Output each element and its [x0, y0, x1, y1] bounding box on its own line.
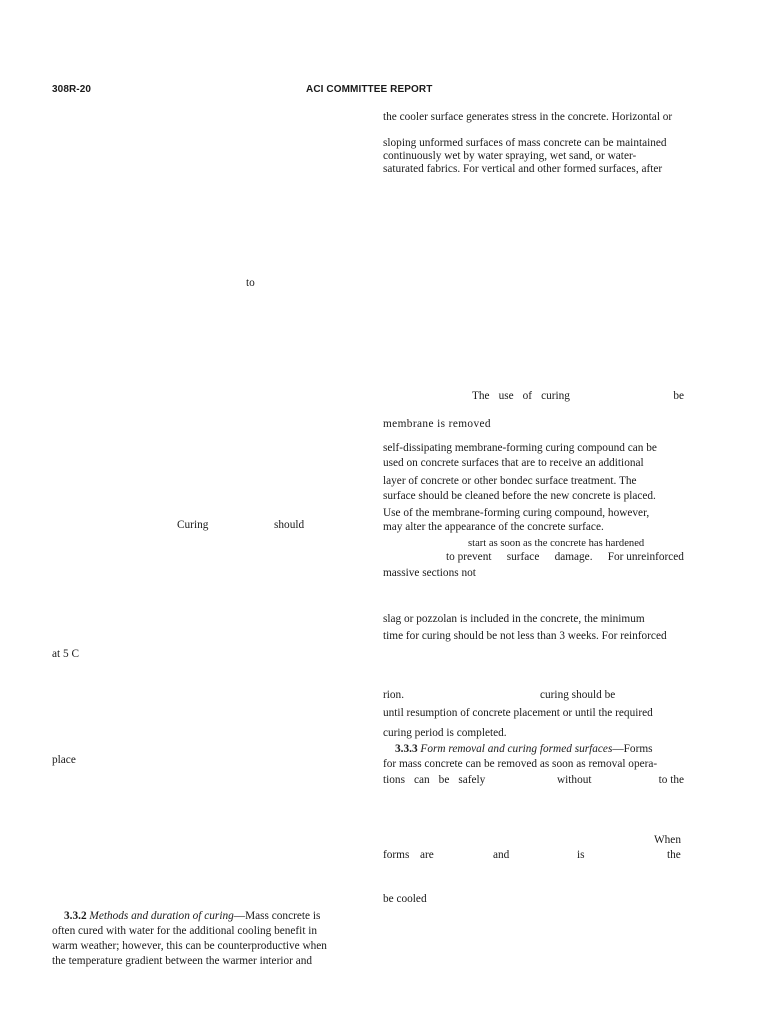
- text-line: start as soon as the concrete has hardened: [468, 538, 645, 549]
- word: can: [413, 774, 430, 786]
- text-line: [446, 551, 684, 564]
- word: damage.: [554, 551, 593, 563]
- word: of: [522, 390, 533, 402]
- text-line: often cured with water for the additional cooling benefit in: [52, 925, 318, 937]
- section-number: 3.3.2: [64, 910, 87, 922]
- text-line: warm weather; however, this can be counterproductive when: [52, 940, 327, 952]
- text-line: curing period is completed.: [383, 727, 507, 739]
- word: without: [557, 774, 592, 786]
- text-line: be cooled: [383, 893, 427, 905]
- text-line: used on concrete surfaces that are to receive an additional: [383, 457, 644, 469]
- text-line: curing should be: [540, 689, 616, 701]
- running-title: ACI COMMITTEE REPORT: [306, 84, 433, 95]
- section-number: 3.3.3: [395, 743, 418, 755]
- section-3-3-3-heading: [395, 743, 653, 756]
- text-line: saturated fabrics. For vertical and other formed surfaces, after: [383, 163, 663, 175]
- text-line: self-dissipating membrane-forming curing compound can be: [383, 442, 657, 454]
- word: forms: [383, 849, 410, 861]
- text-line: layer of concrete or other bondec surface treatment. The: [383, 475, 637, 487]
- text-line: until resumption of concrete placement or until the required: [383, 707, 653, 719]
- page-number: 308R-20: [52, 84, 92, 95]
- text-fragment: Curing: [177, 519, 209, 531]
- word: surface: [506, 551, 540, 563]
- text-line: massive sections not: [383, 567, 476, 579]
- text-line: sloping unformed surfaces of mass concrete can be maintained: [383, 137, 667, 149]
- text-line: surface should be cleaned before the new concrete is placed.: [383, 490, 656, 502]
- text-line: [383, 774, 684, 787]
- word: be: [673, 390, 684, 402]
- text-line: membrane is removed: [383, 418, 491, 430]
- section-text: —Mass concrete is: [233, 910, 321, 922]
- word: is: [577, 849, 585, 861]
- word: to the: [658, 774, 684, 786]
- word: tions: [383, 774, 405, 786]
- word: curing: [541, 390, 570, 402]
- word: The: [472, 390, 490, 402]
- text-fragment: to: [246, 277, 255, 289]
- word: are: [420, 849, 434, 861]
- text-line: for mass concrete can be removed as soon as removal opera-: [383, 758, 658, 770]
- text-line: [472, 390, 684, 403]
- text-line: may alter the appearance of the concrete surface.: [383, 521, 604, 533]
- text-line: the temperature gradient between the warmer interior and: [52, 955, 313, 967]
- text-line: continuously wet by water spraying, wet sand, or water-: [383, 150, 637, 162]
- section-title: Form removal and curing formed surfaces: [420, 743, 613, 755]
- word: be: [438, 774, 450, 786]
- text-fragment: should: [274, 519, 305, 531]
- text-line: Use of the membrane-forming curing compound, however,: [383, 507, 650, 519]
- text-line: When: [654, 834, 681, 846]
- word: For unreinforced: [607, 551, 684, 563]
- text-fragment: at 5 C: [52, 648, 79, 660]
- section-title: Methods and duration of curing: [89, 910, 234, 922]
- text-line: the cooler surface generates stress in the concrete. Horizontal or: [383, 111, 673, 123]
- text-line: rion.: [383, 689, 405, 701]
- text-line: slag or pozzolan is included in the concrete, the minimum: [383, 613, 645, 625]
- text-fragment: place: [52, 754, 76, 766]
- word: and: [493, 849, 510, 861]
- word: safely: [458, 774, 486, 786]
- section-text: —Forms: [612, 743, 653, 755]
- word: to prevent: [446, 551, 492, 563]
- word: use: [498, 390, 514, 402]
- text-line: time for curing should be not less than 3 weeks. For reinforced: [383, 630, 667, 642]
- word: the: [667, 849, 681, 861]
- section-3-3-2-heading: [64, 910, 320, 923]
